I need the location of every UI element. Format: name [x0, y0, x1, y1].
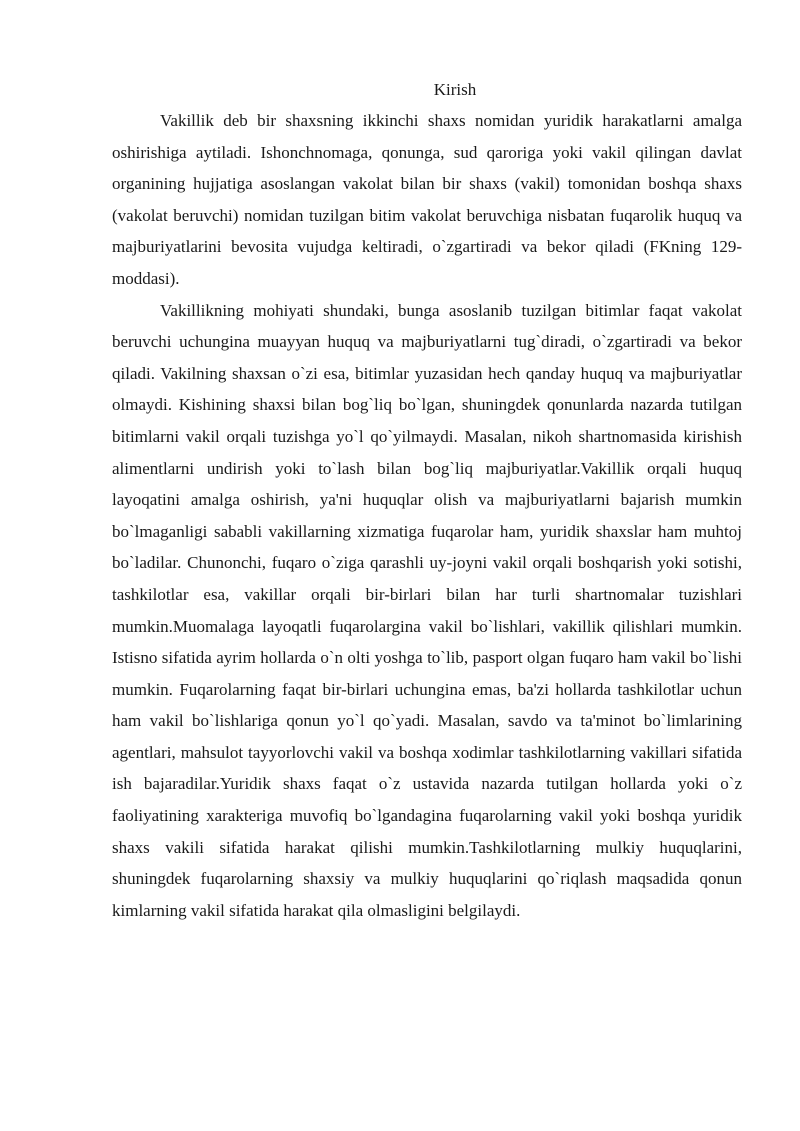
- paragraph-intro: Vakillik deb bir shaxsning ikkinchi shaxs nomidan yuridik harakatlarni amalga oshirishiga aytiladi. Ishonchnomaga, qonunga, sud qaroriga yoki vakil qilingan davlat organining hujjatiga asoslangan vakolat bilan bir shaxs (vakil) tomonidan boshqa shaxs (vakolat beruvchi) nomidan tuzilgan bitim vakolat beruvchiga nisbatan fuqarolik huquq va majburiyatlarini bevosita vujudga keltiradi, o`zgartiradi va bekor qiladi (FKning 129-moddasi).: [112, 111, 742, 288]
- document-page: [112, 74, 742, 926]
- paragraph-essence: Vakillikning mohiyati shundaki, bunga asoslanib tuzilgan bitimlar faqat vakolat beruvchi uchungina muayyan huquq va majburiyatlarni tug`diradi, o`zgartiradi va bekor qiladi. Vakilning shaxsan o`zi esa, bitimlar yuzasidan hech qanday huquq va majburiyatlar olmaydi. Kishining shaxsi bilan bog`liq bo`lgan, shuningdek qonunlarda nazarda tutilgan bitimlarni vakil orqali tuzishga yo`l qo`yilmaydi. Masalan, nikoh shartnomasida kirishish alimentlarni undirish yoki to`lash bilan bog`liq majburiyatlar.Vakillik orqali huquq layoqatini amalga oshirish, ya'ni huquqlar olish va majburiyatlarni bajarish mumkin bo`lmaganligi sababli vakillarning xizmatiga fuqarolar ham, yuridik shaxslar ham muhtoj bo`ladilar. Chunonchi, fuqaro o`ziga qarashli uy-joyni vakil orqali boshqarish yoki sotishi, tashkilotlar esa, vakillar orqali bir-birlari bilan har turli shartnomalar tuzishlari mumkin.Muomalaga layoqatli fuqarolargina vakil bo`lishlari, vakillik qilishlari mumkin. Istisno sifatida ayrim hollarda o`n olti yoshga to`lib, pasport olgan fuqaro ham vakil bo`lishi mumkin. Fuqarolarning faqat bir-birlari uchungina emas, ba'zi hollarda tashkilotlar uchun ham vakil bo`lishlariga qonun yo`l qo`yadi. Masalan, savdo va ta'minot bo`limlarining agentlari, mahsulot tayyorlovchi vakil va boshqa xodimlar tashkilotlarning vakillari sifatida ish bajaradilar.Yuridik shaxs faqat o`z ustavida nazarda tutilgan hollarda yoki o`z faoliyatining xarakteriga muvofiq bo`lgandagina fuqarolarning vakil yoki boshqa yuridik shaxs vakili sifatida harakat qilishi mumkin.Tashkilotlarning mulkiy huquqlarini, shuningdek fuqarolarning shaxsiy va mulkiy huquqlarini qo`riqlash maqsadida qonun kimlarning vakil sifatida harakat qila olmasligini belgilaydi.: [112, 300, 742, 920]
- document-title: Kirish: [433, 80, 477, 99]
